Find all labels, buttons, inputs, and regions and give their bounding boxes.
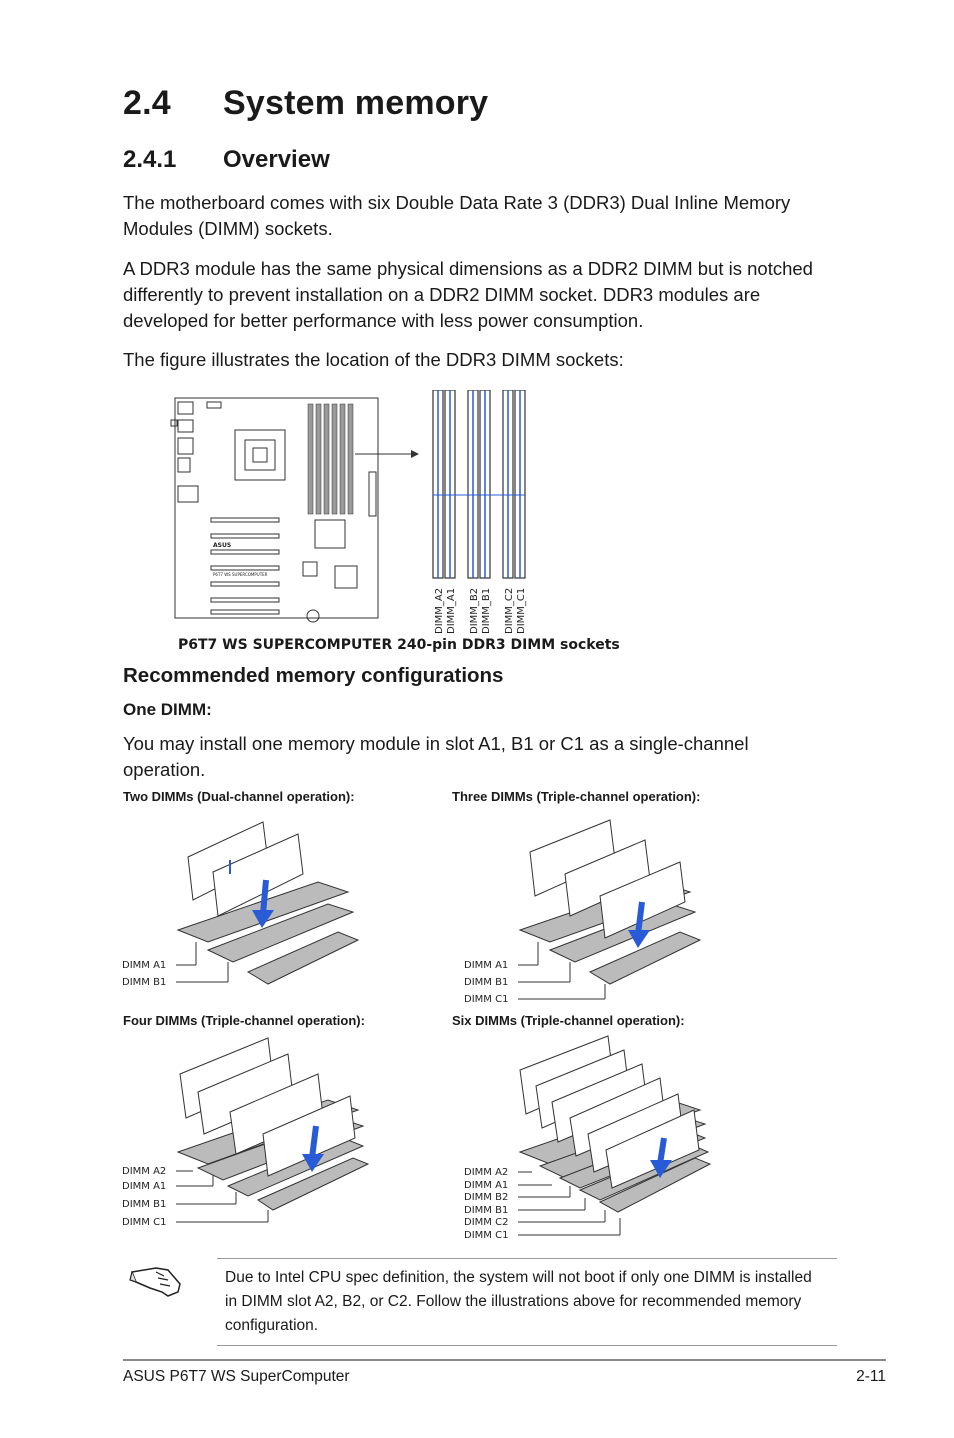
three-label-b1: DIMM B1 <box>464 977 509 988</box>
four-label-b1: DIMM B1 <box>122 1199 167 1210</box>
section-title-text: System memory <box>223 84 489 122</box>
hand-note-icon <box>128 1262 188 1302</box>
three-dimms-illustration <box>460 812 720 1012</box>
one-dimm-heading: One DIMM: <box>123 700 212 719</box>
four-dimms-illustration <box>118 1030 378 1230</box>
six-label-c2: DIMM C2 <box>464 1217 509 1228</box>
board-dimm-slots <box>308 404 353 514</box>
six-dimms-illustration <box>460 1030 720 1242</box>
section-number: 2.4 <box>123 84 171 122</box>
note-text: Due to Intel CPU spec definition, the system will not boot if only one DIMM is installed in DIMM slot A2, B2, or C2. Follow the illustrations above for recommended memory configuration. <box>225 1269 812 1334</box>
two-label-a1: DIMM A1 <box>122 960 167 971</box>
motherboard-diagram <box>165 390 565 640</box>
board-name: P6T7 WS SUPERCOMPUTER <box>213 572 268 577</box>
footer-page-number: 2-11 <box>856 1368 886 1385</box>
config-three-title: Three DIMMs (Triple-channel operation): <box>452 789 701 804</box>
slot-label-b2: DIMM_B2 <box>469 587 480 634</box>
six-label-a2: DIMM A2 <box>464 1167 509 1178</box>
two-dimms-illustration <box>118 812 378 997</box>
six-label-b2: DIMM B2 <box>464 1192 509 1203</box>
config-six-title: Six DIMMs (Triple-channel operation): <box>452 1013 685 1028</box>
four-label-a1: DIMM A1 <box>122 1181 167 1192</box>
three-label-c1: DIMM C1 <box>464 994 509 1005</box>
config-two-title: Two DIMMs (Dual-channel operation): <box>123 789 355 804</box>
board-brand: ASUS <box>213 542 232 549</box>
slot-label-c1: DIMM_C1 <box>516 587 527 634</box>
footer-divider <box>123 1359 886 1361</box>
section-title <box>123 84 488 123</box>
two-label-b1: DIMM B1 <box>122 977 167 988</box>
paragraph-intro: The motherboard comes with six Double Data Rate 3 (DDR3) Dual Inline Memory Modules (DIMM) sockets. <box>123 192 791 239</box>
paragraph-ddr3: A DDR3 module has the same physical dimensions as a DDR2 DIMM but is notched differently to prevent installation on a DDR2 DIMM socket. DDR3 modules are developed for better performance with less power consumption. <box>123 258 813 331</box>
paragraph-figure-intro: The figure illustrates the location of the DDR3 DIMM sockets: <box>123 349 624 370</box>
recommended-heading: Recommended memory configurations <box>123 664 504 687</box>
footer-product: ASUS P6T7 WS SuperComputer <box>123 1368 350 1385</box>
four-label-c1: DIMM C1 <box>122 1217 167 1228</box>
slot-label-c2: DIMM_C2 <box>504 587 515 634</box>
six-label-a1: DIMM A1 <box>464 1180 509 1191</box>
slot-label-a2: DIMM_A2 <box>434 587 445 634</box>
six-label-b1: DIMM B1 <box>464 1205 509 1216</box>
slot-label-a1: DIMM_A1 <box>446 587 457 634</box>
subsection-title <box>123 146 330 174</box>
subsection-number: 2.4.1 <box>123 146 177 173</box>
three-label-a1: DIMM A1 <box>464 960 509 971</box>
slot-label-b1: DIMM_B1 <box>481 587 492 634</box>
one-dimm-text: You may install one memory module in slot A1, B1 or C1 as a single-channel operation. <box>123 733 749 780</box>
figure-caption: P6T7 WS SUPERCOMPUTER 240-pin DDR3 DIMM sockets <box>178 637 620 653</box>
config-four-title: Four DIMMs (Triple-channel operation): <box>123 1013 365 1028</box>
zoomed-dimm-sockets <box>433 390 525 578</box>
four-label-a2: DIMM A2 <box>122 1166 167 1177</box>
six-label-c1: DIMM C1 <box>464 1230 509 1241</box>
subsection-title-text: Overview <box>223 146 330 173</box>
